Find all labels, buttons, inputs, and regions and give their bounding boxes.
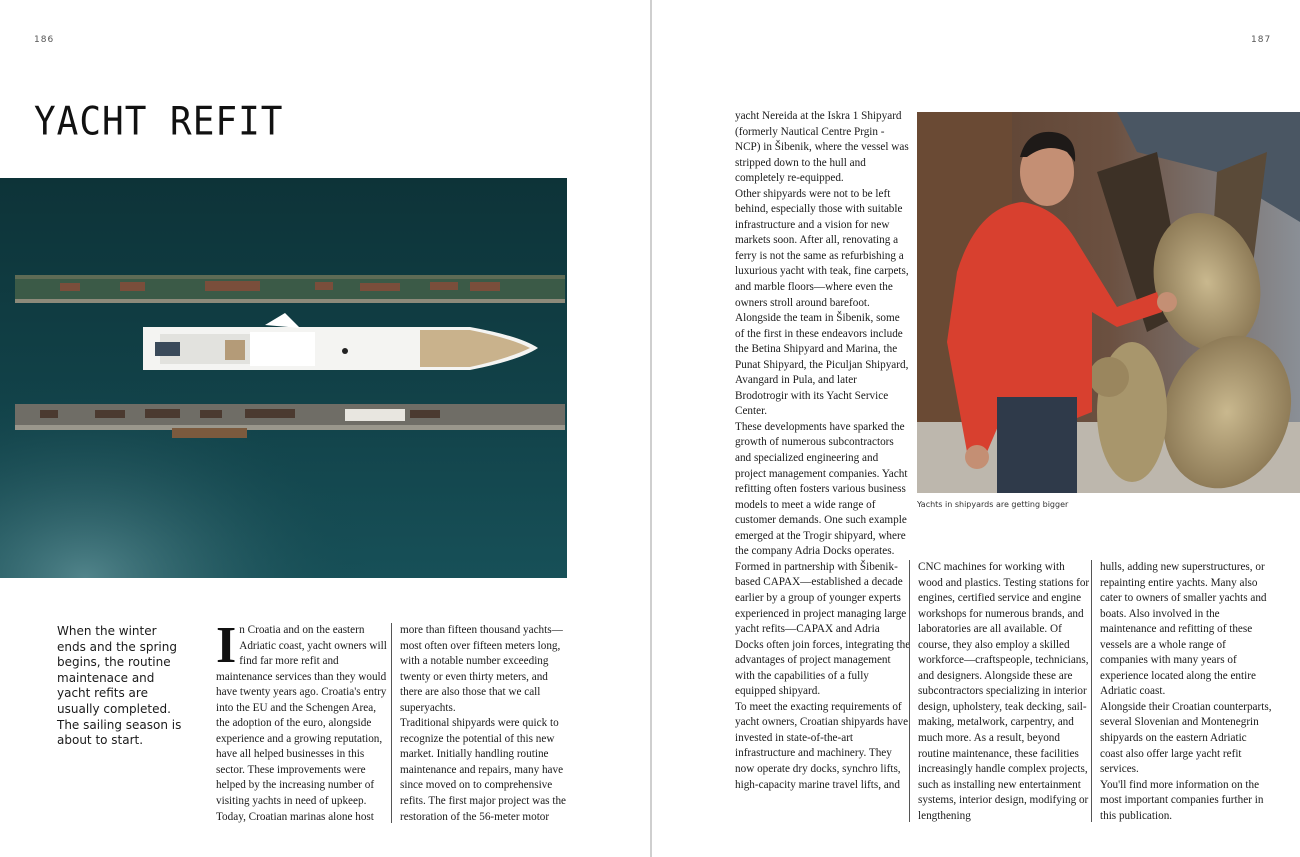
paragraph: To meet the exacting requirements of yacht owners, Croatian shipyards have invested in state-of-the-art infrastructure and machinery. They now operate dry docks, synchro lifts, high-capacity marine travel lifts, and bbox=[735, 700, 909, 791]
lede-intro: When the winter ends and the spring begins, the routine maintenace and yacht refits are usually completed. The sailing season is about to start. bbox=[57, 624, 182, 748]
photo-caption: Yachts in shipyards are getting bigger bbox=[917, 500, 1069, 509]
page-number-left: 186 bbox=[34, 35, 55, 45]
propeller-portrait-photo bbox=[917, 112, 1300, 493]
page-number-right: 187 bbox=[1251, 35, 1272, 45]
paragraph: These developments have sparked the growth of numerous subcontractors and specialized engineering and project management companies. Yacht refitting often fosters various business models to meet a wide range of customer demands. One such example emerged at the Trogir shipyard, where the company Adria Docks operates. Formed in partnership with Šibenik-based CAPAX—established a decade earlier by a group of younger experts experienced in project managing large yacht refits—CAPAX and Adria Docks often join forces, integrating the advantages of project management with the capabilities of a fully equipped shipyard. bbox=[735, 420, 911, 698]
body-column-4 bbox=[909, 560, 1090, 822]
paragraph: Other shipyards were not to be left behind, especially those with suitable infrastructure and a vision for new markets soon. After all, renovating a ferry is not the same as refurbishing a luxurious yacht with teak, fine carpets, and marble floors—where even the owners stroll around barefoot. Alongside the team in Šibenik, some of the first in these endeavors include the Betina Shipyard and Marina, the Punat Shipyard, the Piculjan Shipyard, Avangard in Pula, and later Brodotrogir with its Yacht Service Center. bbox=[735, 187, 909, 418]
paragraph: hulls, adding new superstructures, or repainting entire yachts. Many also cater to owners of smaller yachts and boats. Also involved in the maintenance and refitting of these vessels are a whole range of companies with many years of experience located along the entire Adriatic coast. bbox=[1100, 561, 1267, 698]
column-1-text: n Croatia and on the eastern Adriatic coast, yacht owners will find far more refit and maintenance services than they would have twenty years ago. Croatia's entry into the EU and the Schengen Area, the adoption of the euro, alongside experience and a growing reputation, have all helped businesses in this sector. These improvements were helped by the increasing number of visiting yachts in need of upkeep. Today, Croatian marinas alone host bbox=[216, 624, 387, 823]
right-page bbox=[652, 0, 1300, 857]
paragraph: Alongside their Croatian counterparts, several Slovenian and Montenegrin shipyards on the eastern Adriatic coast also offer large yacht refit services. bbox=[1100, 700, 1272, 776]
yacht-aerial-photo bbox=[0, 178, 567, 578]
body-column-5 bbox=[1091, 560, 1272, 822]
paragraph: You'll find more information on the most important companies further in this publication. bbox=[1100, 778, 1264, 822]
paragraph: Traditional shipyards were quick to recognize the potential of this new market. Initially handling routine maintenance and repairs, many have since moved on to comprehensive refits. The first major project was the restoration of the 56-meter motor bbox=[400, 717, 566, 823]
body-column-1 bbox=[216, 617, 392, 825]
article-title: YACHT REFIT bbox=[34, 100, 284, 145]
body-column-2 bbox=[391, 623, 572, 823]
body-column-3 bbox=[735, 109, 911, 793]
paragraph: yacht Nereida at the Iskra 1 Shipyard (formerly Nautical Centre Prgin - NCP) in Šibenik, where the vessel was stripped down to the hull and completely re-equipped. bbox=[735, 110, 909, 185]
drop-cap: I bbox=[216, 617, 237, 674]
paragraph: CNC machines for working with wood and plastics. Testing stations for engines, certified service and engine workshops for numerous brands, and laboratories are all available. Of course, they also employ a skilled workforce—craftspeople, technicians, and designers. Alongside these are subcontractors specializing in interior design, upholstery, teak decking, sail-making, metalwork, carpentry, and much more. As a result, beyond routine maintenance, these facilities increasingly handle complex projects, such as installing new entertainment systems, interior design, modifying or lengthening bbox=[918, 561, 1090, 822]
paragraph: more than fifteen thousand yachts—most often over fifteen meters long, with a notable number exceeding twenty or even thirty meters, and there are also those that we call superyachts. bbox=[400, 624, 563, 714]
